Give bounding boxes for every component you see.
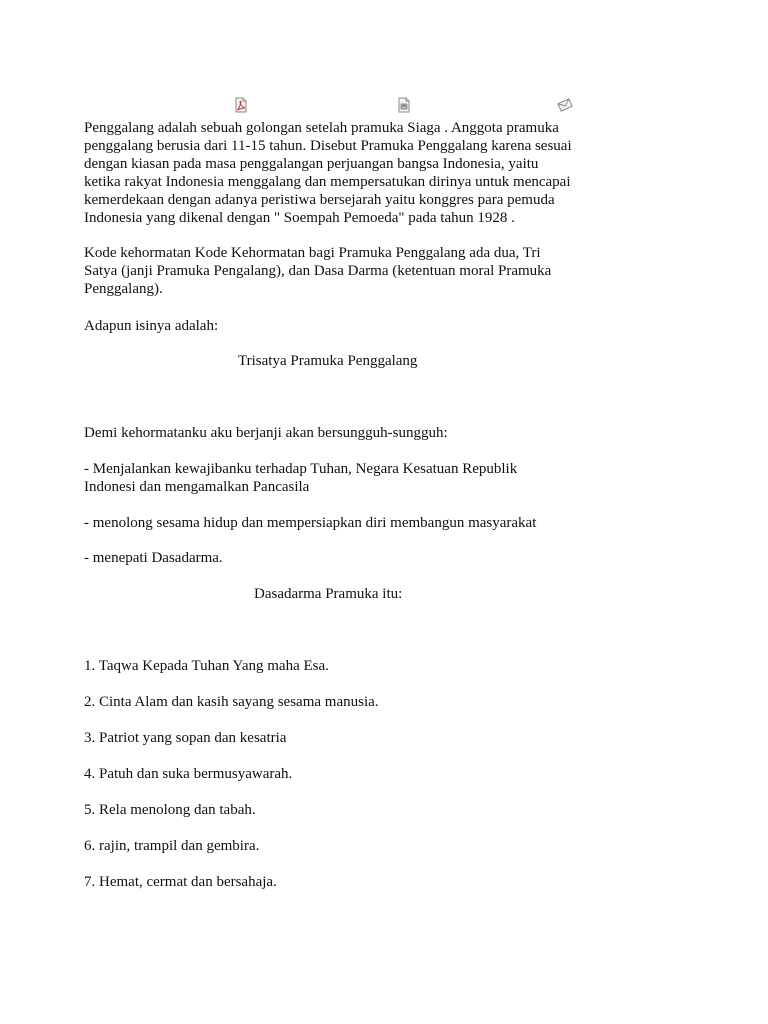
kode-kehormatan-paragraph: Kode kehormatan Kode Kehormatan bagi Pramuka Penggalang ada dua, Tri Satya (janji Pramuka Pengalang), dan Dasa Darma (ketentuan moral Pramuka Penggalang). xyxy=(84,245,552,297)
dasadarma-item: 2. Cinta Alam dan kasih sayang sesama manusia. xyxy=(84,694,379,710)
dasadarma-item: 3. Patriot yang sopan dan kesatria xyxy=(84,730,287,746)
dasadarma-item: 7. Hemat, cermat dan bersahaja. xyxy=(84,874,277,890)
trisatya-pledge: Demi kehormatanku aku berjanji akan bersungguh-sungguh: xyxy=(84,425,448,441)
trisatya-item: - menepati Dasadarma. xyxy=(84,550,223,566)
trisatya-title: Trisatya Pramuka Penggalang xyxy=(238,353,418,369)
adapun-text: Adapun isinya adalah: xyxy=(84,318,219,334)
intro-paragraph: Penggalang adalah sebuah golongan setelah pramuka Siaga . Anggota pramuka penggalang berusia dari 11-15 tahun. Disebut Pramuka Penggalang karena sesuai dengan kiasan pada masa penggalangan perjuangan bangsa Indonesia, yaitu ketika rakyat Indonesia menggalang dan mempersatukan dirinya untuk mencapai kemerdekaan dengan adanya peristiwa bersejarah yaitu konggres para pemuda Indonesia yang dikenal dengan " Soempah Pemoeda" pada tahun 1928 . xyxy=(84,120,572,226)
document-icon[interactable] xyxy=(396,97,412,113)
mail-icon[interactable] xyxy=(557,97,573,113)
dasadarma-title: Dasadarma Pramuka itu: xyxy=(254,586,403,602)
trisatya-item: - menolong sesama hidup dan mempersiapkan diri membangun masyarakat xyxy=(84,515,537,531)
dasadarma-item: 6. rajin, trampil dan gembira. xyxy=(84,838,260,854)
trisatya-item: - Menjalankan kewajibanku terhadap Tuhan, Negara Kesatuan Republik Indonesi dan mengamalkan Pancasila xyxy=(84,461,518,495)
dasadarma-item: 1. Taqwa Kepada Tuhan Yang maha Esa. xyxy=(84,658,329,674)
pdf-icon[interactable] xyxy=(233,97,249,113)
dasadarma-item: 4. Patuh dan suka bermusyawarah. xyxy=(84,766,293,782)
dasadarma-item: 5. Rela menolong dan tabah. xyxy=(84,802,256,818)
